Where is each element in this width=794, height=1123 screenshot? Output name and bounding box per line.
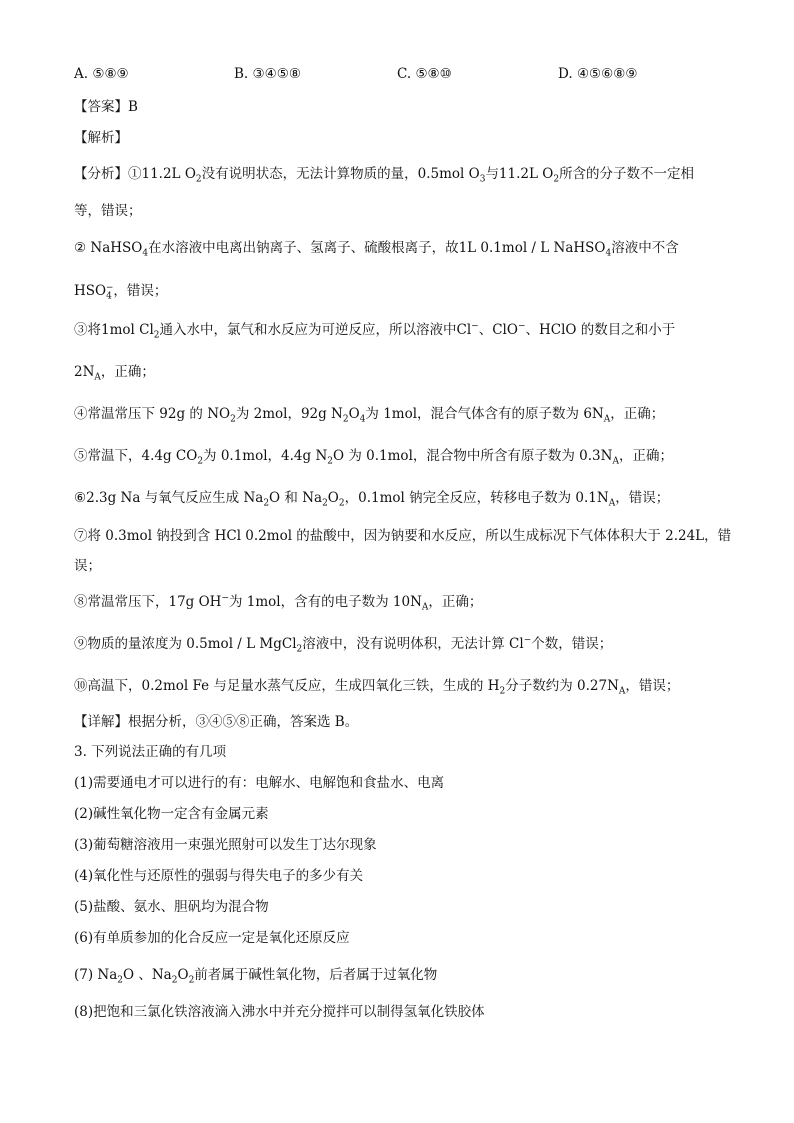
q3-item-8: (8)把饱和三氯化铁溶液滴入沸水中并充分搅拌可以制得氢氧化铁胶体: [74, 1004, 485, 1020]
analysis-line-5: ③将1mol $Cl_2$通入水中，氯气和水反应为可逆反应，所以溶液中Cl−、ClO−、HClO 的数目之和小于: [74, 321, 676, 341]
analysis-line-9: ⑥2.3g Na 与氧气反应生成 $Na_2O$ 和 $Na_2O_2$，0.1mol 钠完全反应，转移电子数为 $0.1N_A$，错误；: [74, 490, 670, 509]
answer-options: [74, 66, 734, 86]
analysis-line-8: ⑤常温下，4.4g $CO_2$为 0.1mol，4.4g $N_2O$ 为 0.1mol，混合物中所含有原子数为 $0.3N_A$，正确；: [74, 448, 673, 467]
analysis-line-4: $HSO_4^-$，错误；: [74, 282, 168, 302]
option-a: A. ⑤⑧⑨: [74, 66, 129, 82]
option-b: B. ③④⑤⑧: [234, 66, 301, 82]
answer-line: 【答案】B: [74, 99, 138, 115]
analysis-line-12: ⑧常温常压下，17g OH−为 1mol，含有的电子数为 $10N_A$，正确；: [74, 593, 483, 613]
q3-item-1: (1)需要通电才可以进行的有：电解水、电解饱和食盐水、电离: [74, 775, 445, 791]
option-d: D. ④⑤⑥⑧⑨: [558, 66, 638, 82]
analysis-line-11: 误；: [74, 558, 101, 574]
q3-item-2: (2)碱性氧化物一定含有金属元素: [74, 806, 269, 822]
q3-item-5: (5)盐酸、氨水、胆矾均为混合物: [74, 899, 269, 915]
analysis-line-3: ② NaHSO$_4$在水溶液中电离出钠离子、氢离子、硫酸根离子，故1L 0.1mol / L NaHSO$_4$溶液中不含: [74, 240, 679, 259]
analysis-line-7: ④常温常压下 92g 的 $NO_2$为 2mol，92g $N_2O_4$为 1mol，混合气体含有的原子数为 $6N_A$，正确；: [74, 406, 665, 425]
analysis-line-14: ⑩高温下，0.2mol Fe 与足量水蒸气反应，生成四氧化三铁，生成的 $H_2$分子数约为 $0.27N_A$，错误；: [74, 678, 680, 697]
q3-item-6: (6)有单质参加的化合反应一定是氧化还原反应: [74, 930, 350, 946]
q3-item-3: (3)葡萄糖溶液用一束强光照射可以发生丁达尔现象: [74, 837, 377, 853]
analysis-line-2: 等，错误；: [74, 203, 142, 219]
option-c: C. ⑤⑧⑩: [397, 66, 452, 82]
analysis-line-10: ⑦将 0.3mol 钠投到含 HCl 0.2mol 的盐酸中，因为钠要和水反应，所以生成标况下气体体积大于 2.24L，错: [74, 528, 732, 544]
q3-item-7: (7) $Na_2O$ 、$Na_2O_2$前者属于碱性氧化物，后者属于过氧化物: [74, 967, 438, 986]
detail-line: 【详解】根据分析，③④⑤⑧正确，答案选 B。: [74, 714, 359, 730]
jiexi-heading: 【解析】: [74, 130, 128, 146]
analysis-line-6: $2N_A$，正确；: [74, 364, 155, 383]
analysis-line-1: 【分析】①11.2L $O_2$没有说明状态，无法计算物质的量，0.5mol $O_3$与11.2L $O_2$所含的分子数不一定相: [74, 166, 695, 185]
q3-item-4: (4)氧化性与还原性的强弱与得失电子的多少有关: [74, 868, 364, 884]
analysis-line-13: ⑨物质的量浓度为 0.5mol / L MgCl$_2$溶液中，没有说明体积，无法计算 Cl−个数，错误；: [74, 635, 613, 655]
question-3-title: 3. 下列说法正确的有几项: [74, 744, 227, 760]
